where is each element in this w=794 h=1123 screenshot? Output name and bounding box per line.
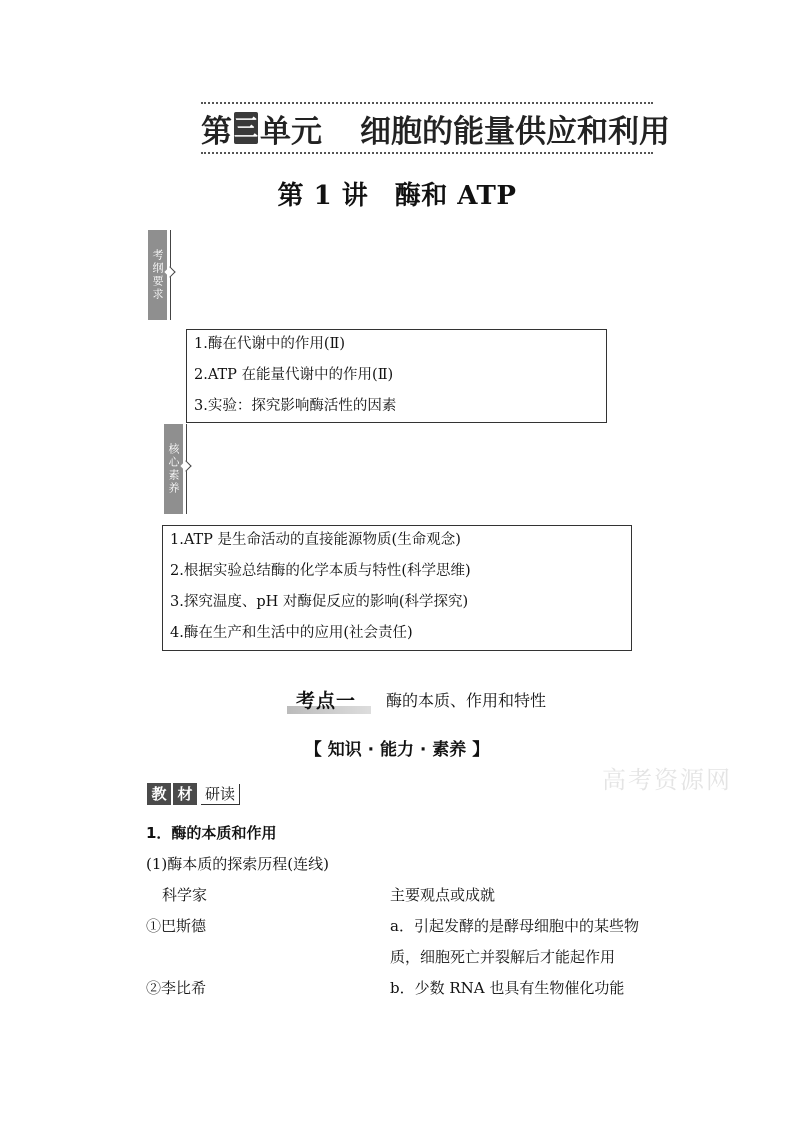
exam-outline-box <box>186 329 607 423</box>
badge-char: 材 <box>173 783 197 805</box>
row2-left: ②李比希 <box>146 979 207 997</box>
key-point-desc: 酶的本质、作用和特性 <box>386 691 547 710</box>
core-literacy-tab-label: 核心素养 <box>167 443 180 495</box>
exam-outline-item: 1.酶在代谢中的作用(Ⅱ) <box>194 336 346 352</box>
row1-right-b: 质，细胞死亡并裂解后才能起作用 <box>390 948 616 966</box>
watermark: 高考资源网 <box>602 766 732 794</box>
core-literacy-box <box>162 525 632 651</box>
row2-right: b．少数 RNA 也具有生物催化功能 <box>390 979 625 997</box>
badge-char: 教 <box>147 783 171 805</box>
row1-right-a: a．引起发酵的是酵母细胞中的某些物 <box>390 917 639 935</box>
section-bracket-title: 【 知识 · 能力 · 素养 】 <box>304 740 490 760</box>
unit-suffix: 单元 <box>260 113 322 150</box>
lecture-title: 第 1 讲 酶和 ATP <box>277 181 517 211</box>
exam-outline-tab <box>148 230 167 320</box>
row1-left: ①巴斯德 <box>146 917 207 935</box>
exam-outline-item: 2.ATP 在能量代谢中的作用(Ⅱ) <box>194 367 394 383</box>
unit-title <box>201 110 670 150</box>
key-point-label: 考点一 <box>296 690 357 712</box>
badge-tail: 研读 <box>201 784 240 805</box>
unit-top-rule <box>201 102 653 104</box>
unit-number: 三 <box>234 114 258 142</box>
col-left-header: 科学家 <box>162 886 208 904</box>
unit-subtitle: 细胞的能量供应和利用 <box>360 113 670 150</box>
col-right-header: 主要观点或成就 <box>390 886 496 904</box>
content-heading: 1．酶的本质和作用 <box>146 824 277 842</box>
textbook-reading-badge <box>147 783 240 805</box>
core-literacy-item: 3.探究温度、pH 对酶促反应的影响(科学探究) <box>170 594 469 610</box>
core-literacy-item: 2.根据实验总结酶的化学本质与特性(科学思维) <box>170 563 471 579</box>
exam-outline-item: 3.实验：探究影响酶活性的因素 <box>194 398 397 414</box>
exam-outline-tab-label: 考纲要求 <box>151 249 164 301</box>
core-literacy-item: 1.ATP 是生命活动的直接能源物质(生命观念) <box>170 532 461 548</box>
core-literacy-item: 4.酶在生产和生活中的应用(社会责任) <box>170 625 413 641</box>
content-subheading: (1)酶本质的探索历程(连线) <box>146 855 329 873</box>
core-literacy-tab <box>164 424 183 514</box>
unit-prefix: 第 <box>201 113 232 150</box>
unit-bottom-rule <box>201 152 653 154</box>
